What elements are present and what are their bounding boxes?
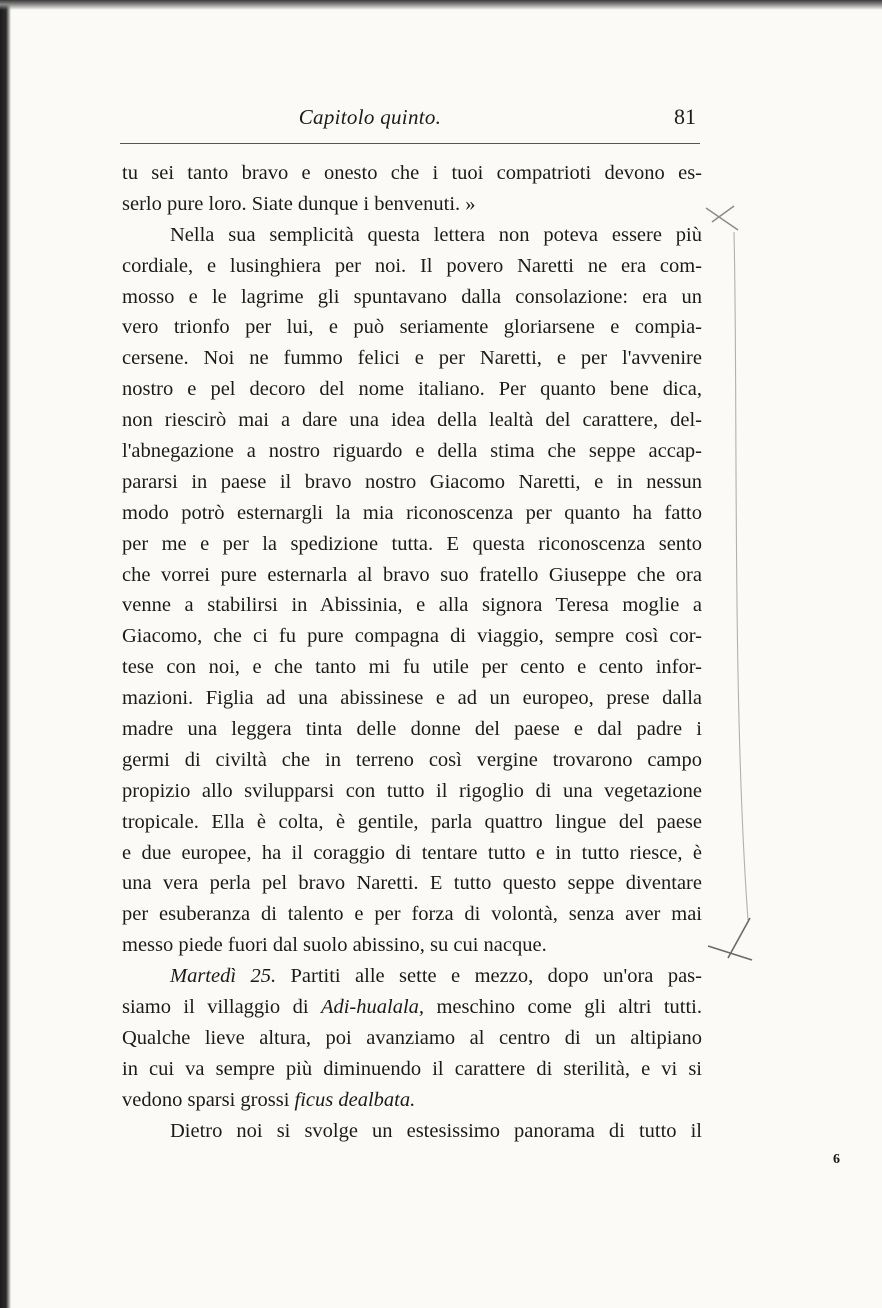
italic-text: Adi-hualala, (320, 996, 425, 1019)
line-text: per esuberanza di talento e per forza di volontà, senza aver mai (122, 903, 702, 926)
line-text: vedono sparsi grossi (122, 1088, 295, 1111)
line-text: madre una leggera tinta delle donne del paese e dal padre i (122, 718, 702, 741)
pencil-cross-mark-top (706, 206, 738, 230)
signature-mark: 6 (833, 1152, 840, 1167)
line-text: che vorrei pure esternarla al bravo suo fratello Giuseppe che ora (122, 563, 702, 586)
line-text: messo piede fuori dal suolo abissino, su cui nacque. (122, 934, 547, 957)
line-text: Dietro noi si svolge un estesissimo panorama di tutto il (170, 1119, 702, 1142)
line-text: propizio allo svilupparsi con tutto il rigoglio di una vegetazione (122, 779, 702, 802)
line-text: cordiale, e lusinghiera per noi. Il povero Naretti ne era com- (122, 254, 702, 277)
line-text: tu sei tanto bravo e onesto che i tuoi compatrioti devono es- (122, 162, 702, 184)
line-text: pararsi in paese il bravo nostro Giacomo Naretti, e in nessun (122, 470, 702, 493)
line-text: e due europee, ha il coraggio di tentare tutto e in tutto riesce, è (122, 841, 702, 864)
line-text: Nella sua semplicità questa lettera non poteva essere più (170, 223, 702, 246)
line-text: una vera perla pel bravo Naretti. E tutto questo seppe diventare (122, 872, 702, 895)
line-text: serlo pure loro. Siate dunque i benvenuti. » (122, 192, 476, 215)
line-text: tese con noi, e che tanto mi fu utile per cento e cento infor- (122, 656, 702, 679)
line-text: non riescirò mai a dare una idea della lealtà del carattere, del- (122, 409, 702, 432)
italic-text: ficus dealbata. (294, 1088, 416, 1111)
line-text: nostro e pel decoro del nome italiano. Per quanto bene dica, (122, 378, 702, 401)
pencil-cross-mark-bottom (708, 918, 752, 960)
line-text: mosso e le lagrime gli spuntavano dalla consolazione: era un (122, 285, 702, 308)
line-text: vero trionfo per lui, e può seriamente gloriarsene e compia- (122, 316, 702, 339)
line-text: Qualche lieve altura, poi avanziamo al centro di un altipiano (122, 1026, 702, 1049)
line-text: in cui va sempre più diminuendo il carattere di sterilità, e vi si (122, 1057, 702, 1080)
line-text: cersene. Noi ne fummo felici e per Naretti, e per l'avvenire (122, 347, 702, 370)
line-text: Partiti alle sette e mezzo, dopo un'ora pas- (276, 965, 702, 988)
line-text: mazioni. Figlia ad una abissinese e ad un europeo, prese dalla (122, 687, 702, 710)
line-text: venne a stabilirsi in Abissinia, e alla signora Teresa moglie a (122, 594, 702, 617)
line-text: l'abnegazione a nostro riguardo e della stima che seppe accap- (122, 440, 702, 463)
line-text: per me e per la spedizione tutta. E questa riconoscenza sento (122, 532, 702, 555)
line-text: meschino come gli altri tutti. (424, 996, 702, 1019)
chapter-title: Capitolo quinto. (298, 105, 442, 129)
line-text: tropicale. Ella è colta, è gentile, parla quattro lingue del paese (122, 810, 702, 833)
line-text: Giacomo, che ci fu pure compagna di viaggio, sempre così cor- (122, 625, 702, 648)
line-text: siamo il villaggio di (122, 996, 321, 1019)
line-text: germi di civiltà che in terreno così vergine trovarono campo (122, 748, 702, 771)
pencil-margin-line (734, 232, 748, 920)
page-number: 81 (674, 104, 696, 129)
line-text: modo potrò esternargli la mia riconoscenza per quanto ha fatto (122, 501, 702, 524)
italic-text: Martedì 25. (170, 965, 277, 988)
